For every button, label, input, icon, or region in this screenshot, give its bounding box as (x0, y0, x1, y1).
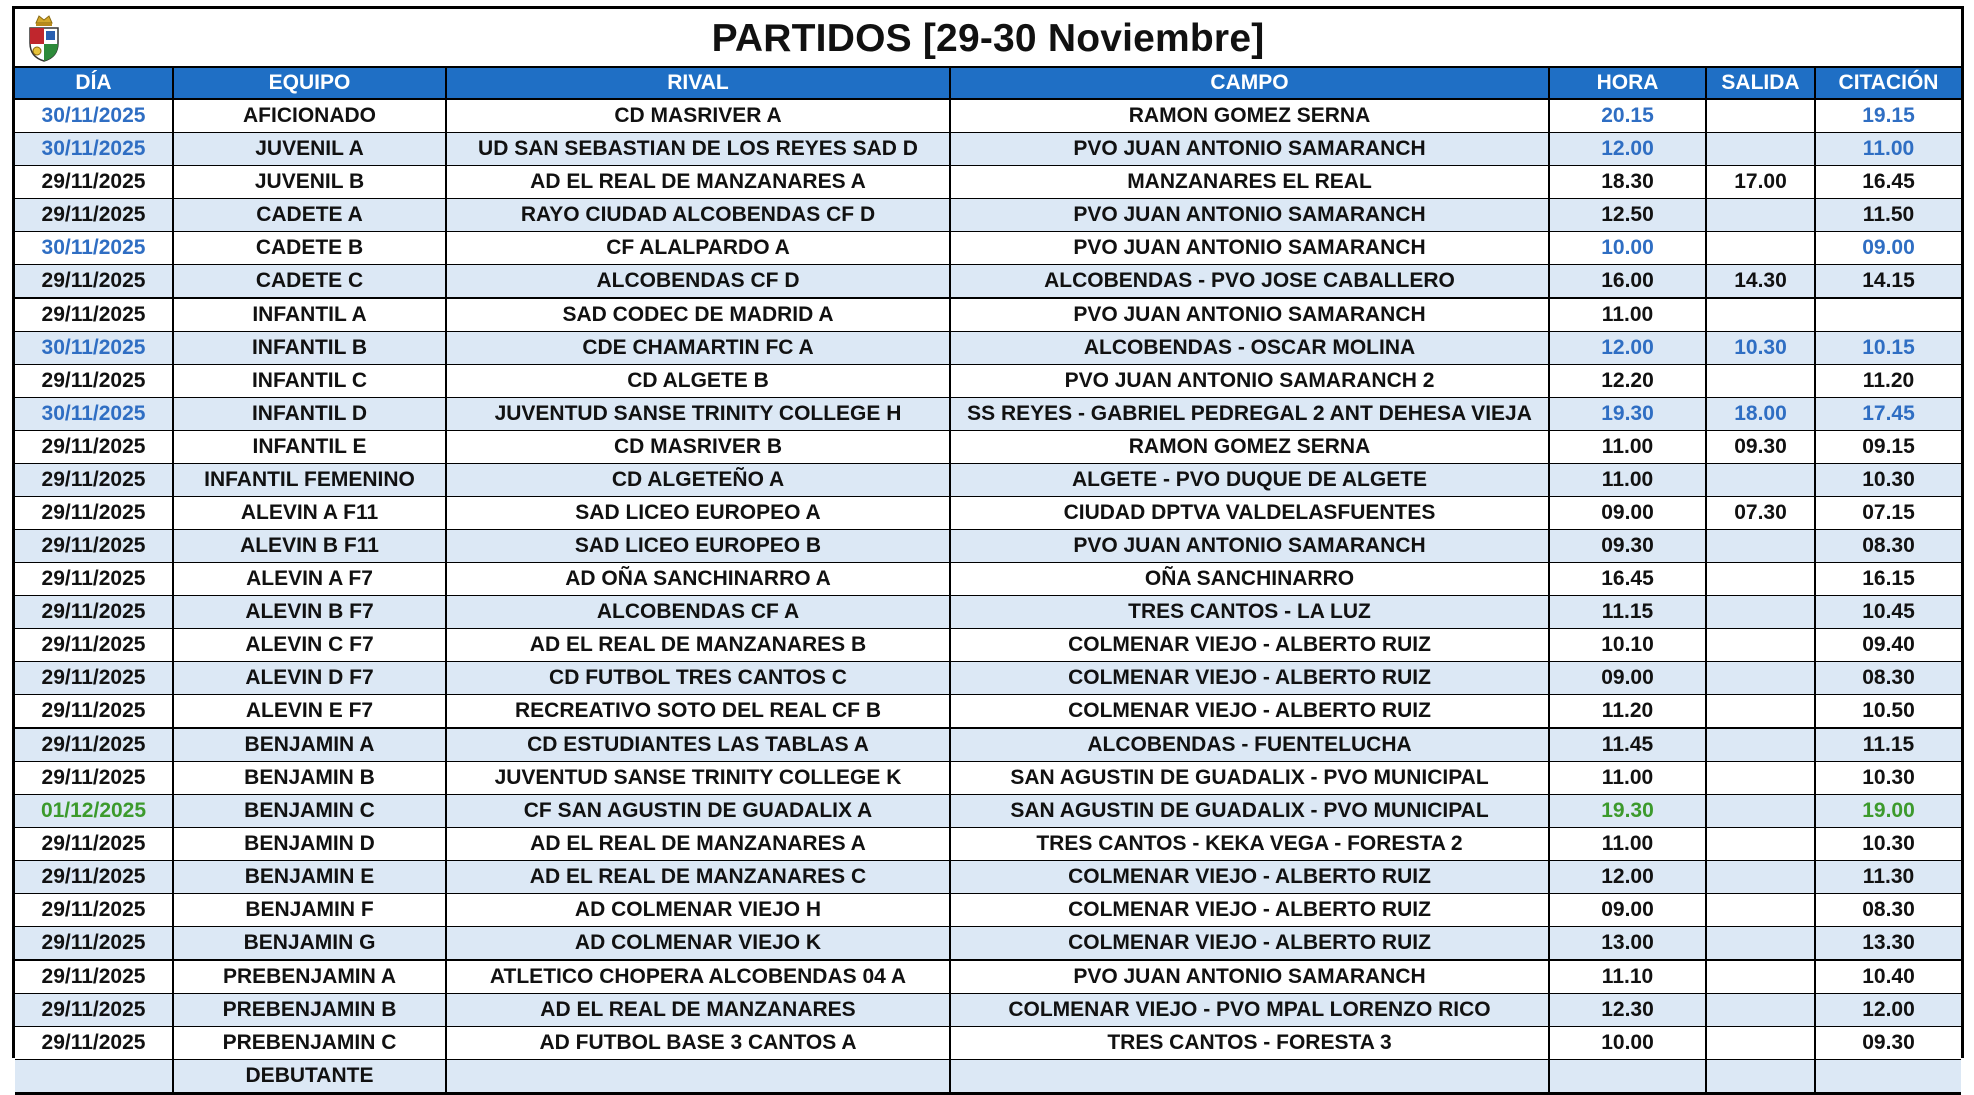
cell-campo: PVO JUAN ANTONIO SAMARANCH (950, 298, 1549, 332)
cell-equipo: INFANTIL E (173, 431, 446, 464)
cell-campo: SAN AGUSTIN DE GUADALIX - PVO MUNICIPAL (950, 795, 1549, 828)
cell-rival: ALCOBENDAS CF A (446, 596, 950, 629)
cell-citacion: 08.30 (1815, 662, 1961, 695)
cell-campo: RAMON GOMEZ SERNA (950, 431, 1549, 464)
cell-citacion: 08.30 (1815, 530, 1961, 563)
table-row (15, 629, 1961, 662)
table-row (15, 927, 1961, 961)
cell-equipo: PREBENJAMIN C (173, 1027, 446, 1060)
cell-salida (1706, 894, 1815, 927)
cell-citacion (1815, 1060, 1961, 1094)
cell-hora: 10.00 (1549, 1027, 1706, 1060)
cell-hora: 10.00 (1549, 232, 1706, 265)
cell-campo: COLMENAR VIEJO - ALBERTO RUIZ (950, 662, 1549, 695)
cell-citacion: 10.45 (1815, 596, 1961, 629)
table-row (15, 464, 1961, 497)
table-row (15, 861, 1961, 894)
cell-rival: CD ALGETE B (446, 365, 950, 398)
cell-salida (1706, 927, 1815, 961)
cell-hora: 18.30 (1549, 166, 1706, 199)
cell-salida: 10.30 (1706, 332, 1815, 365)
cell-campo: ALCOBENDAS - FUENTELUCHA (950, 728, 1549, 762)
cell-campo: PVO JUAN ANTONIO SAMARANCH (950, 133, 1549, 166)
table-row (15, 232, 1961, 265)
cell-equipo: ALEVIN B F11 (173, 530, 446, 563)
cell-citacion: 19.15 (1815, 99, 1961, 133)
cell-rival: AD COLMENAR VIEJO K (446, 927, 950, 961)
cell-dia: 29/11/2025 (15, 166, 173, 199)
cell-rival: CDE CHAMARTIN FC A (446, 332, 950, 365)
cell-rival: CD MASRIVER A (446, 99, 950, 133)
table-row (15, 166, 1961, 199)
cell-citacion: 09.15 (1815, 431, 1961, 464)
cell-citacion: 10.40 (1815, 960, 1961, 994)
cell-salida (1706, 232, 1815, 265)
cell-dia: 29/11/2025 (15, 1027, 173, 1060)
cell-salida: 07.30 (1706, 497, 1815, 530)
schedule-sheet (12, 6, 1964, 1087)
cell-citacion: 09.00 (1815, 232, 1961, 265)
cell-salida (1706, 795, 1815, 828)
cell-campo: COLMENAR VIEJO - ALBERTO RUIZ (950, 629, 1549, 662)
cell-dia: 29/11/2025 (15, 762, 173, 795)
table-row (15, 828, 1961, 861)
cell-equipo: BENJAMIN F (173, 894, 446, 927)
cell-rival: RAYO CIUDAD ALCOBENDAS CF D (446, 199, 950, 232)
cell-dia: 29/11/2025 (15, 629, 173, 662)
cell-salida (1706, 728, 1815, 762)
cell-citacion: 13.30 (1815, 927, 1961, 961)
cell-dia: 29/11/2025 (15, 894, 173, 927)
cell-hora: 12.00 (1549, 133, 1706, 166)
cell-salida (1706, 629, 1815, 662)
cell-dia: 29/11/2025 (15, 497, 173, 530)
cell-salida (1706, 199, 1815, 232)
table-row (15, 662, 1961, 695)
table-row (15, 728, 1961, 762)
cell-rival: CD ALGETEÑO A (446, 464, 950, 497)
cell-dia: 29/11/2025 (15, 927, 173, 961)
cell-salida: 14.30 (1706, 265, 1815, 299)
cell-hora: 20.15 (1549, 99, 1706, 133)
cell-hora: 11.20 (1549, 695, 1706, 729)
cell-citacion: 14.15 (1815, 265, 1961, 299)
cell-salida (1706, 133, 1815, 166)
cell-dia (15, 1060, 173, 1094)
cell-citacion: 09.40 (1815, 629, 1961, 662)
cell-campo: OÑA SANCHINARRO (950, 563, 1549, 596)
cell-equipo: JUVENIL B (173, 166, 446, 199)
cell-hora: 11.00 (1549, 298, 1706, 332)
table-row (15, 960, 1961, 994)
cell-hora: 19.30 (1549, 398, 1706, 431)
cell-rival: CF SAN AGUSTIN DE GUADALIX A (446, 795, 950, 828)
header-dia: DÍA (15, 68, 173, 99)
cell-rival: AD FUTBOL BASE 3 CANTOS A (446, 1027, 950, 1060)
cell-salida: 17.00 (1706, 166, 1815, 199)
cell-citacion: 10.30 (1815, 464, 1961, 497)
cell-equipo: ALEVIN E F7 (173, 695, 446, 729)
cell-equipo: CADETE B (173, 232, 446, 265)
cell-campo: PVO JUAN ANTONIO SAMARANCH 2 (950, 365, 1549, 398)
cell-salida (1706, 861, 1815, 894)
cell-citacion: 11.00 (1815, 133, 1961, 166)
cell-hora: 12.00 (1549, 861, 1706, 894)
cell-rival: AD EL REAL DE MANZANARES A (446, 828, 950, 861)
cell-campo: RAMON GOMEZ SERNA (950, 99, 1549, 133)
cell-rival: ATLETICO CHOPERA ALCOBENDAS 04 A (446, 960, 950, 994)
cell-salida (1706, 695, 1815, 729)
cell-rival: AD EL REAL DE MANZANARES C (446, 861, 950, 894)
cell-rival: AD EL REAL DE MANZANARES (446, 994, 950, 1027)
cell-dia: 29/11/2025 (15, 828, 173, 861)
header-rival: RIVAL (446, 68, 950, 99)
cell-campo: PVO JUAN ANTONIO SAMARANCH (950, 960, 1549, 994)
cell-equipo: BENJAMIN C (173, 795, 446, 828)
cell-dia: 30/11/2025 (15, 398, 173, 431)
cell-salida (1706, 298, 1815, 332)
cell-citacion: 10.30 (1815, 828, 1961, 861)
cell-citacion: 10.15 (1815, 332, 1961, 365)
cell-rival: CD MASRIVER B (446, 431, 950, 464)
cell-dia: 29/11/2025 (15, 265, 173, 299)
cell-equipo: ALEVIN B F7 (173, 596, 446, 629)
cell-hora: 12.30 (1549, 994, 1706, 1027)
cell-dia: 29/11/2025 (15, 431, 173, 464)
cell-rival: AD EL REAL DE MANZANARES B (446, 629, 950, 662)
cell-equipo: CADETE A (173, 199, 446, 232)
cell-campo: PVO JUAN ANTONIO SAMARANCH (950, 232, 1549, 265)
table-row (15, 762, 1961, 795)
cell-hora: 09.30 (1549, 530, 1706, 563)
table-row (15, 695, 1961, 729)
cell-salida (1706, 99, 1815, 133)
cell-salida (1706, 365, 1815, 398)
cell-campo: COLMENAR VIEJO - ALBERTO RUIZ (950, 695, 1549, 729)
cell-hora: 09.00 (1549, 662, 1706, 695)
cell-dia: 29/11/2025 (15, 662, 173, 695)
cell-equipo: ALEVIN A F11 (173, 497, 446, 530)
cell-citacion: 11.20 (1815, 365, 1961, 398)
cell-campo: TRES CANTOS - LA LUZ (950, 596, 1549, 629)
cell-equipo: ALEVIN C F7 (173, 629, 446, 662)
cell-salida (1706, 662, 1815, 695)
table-row (15, 199, 1961, 232)
cell-campo: COLMENAR VIEJO - ALBERTO RUIZ (950, 894, 1549, 927)
cell-campo: TRES CANTOS - FORESTA 3 (950, 1027, 1549, 1060)
cell-hora: 11.45 (1549, 728, 1706, 762)
cell-rival: SAD CODEC DE MADRID A (446, 298, 950, 332)
cell-equipo: INFANTIL A (173, 298, 446, 332)
table-row (15, 133, 1961, 166)
cell-equipo: DEBUTANTE (173, 1060, 446, 1094)
cell-dia: 29/11/2025 (15, 464, 173, 497)
cell-equipo: JUVENIL A (173, 133, 446, 166)
cell-hora: 12.20 (1549, 365, 1706, 398)
cell-salida: 09.30 (1706, 431, 1815, 464)
title-bar (15, 9, 1961, 68)
cell-equipo: AFICIONADO (173, 99, 446, 133)
cell-hora: 11.10 (1549, 960, 1706, 994)
cell-rival: CD ESTUDIANTES LAS TABLAS A (446, 728, 950, 762)
cell-equipo: PREBENJAMIN B (173, 994, 446, 1027)
table-row (15, 894, 1961, 927)
cell-equipo: INFANTIL C (173, 365, 446, 398)
header-campo: CAMPO (950, 68, 1549, 99)
cell-equipo: BENJAMIN G (173, 927, 446, 961)
cell-rival: UD SAN SEBASTIAN DE LOS REYES SAD D (446, 133, 950, 166)
cell-equipo: BENJAMIN B (173, 762, 446, 795)
cell-citacion: 09.30 (1815, 1027, 1961, 1060)
header-salida: SALIDA (1706, 68, 1815, 99)
cell-dia: 29/11/2025 (15, 695, 173, 729)
cell-hora: 19.30 (1549, 795, 1706, 828)
cell-equipo: ALEVIN A F7 (173, 563, 446, 596)
cell-hora: 16.00 (1549, 265, 1706, 299)
cell-salida: 18.00 (1706, 398, 1815, 431)
cell-hora: 11.00 (1549, 828, 1706, 861)
cell-hora: 09.00 (1549, 497, 1706, 530)
table-row (15, 1027, 1961, 1060)
cell-salida (1706, 960, 1815, 994)
cell-hora: 16.45 (1549, 563, 1706, 596)
cell-dia: 29/11/2025 (15, 728, 173, 762)
cell-salida (1706, 1060, 1815, 1094)
cell-dia: 29/11/2025 (15, 530, 173, 563)
cell-equipo: BENJAMIN E (173, 861, 446, 894)
cell-salida (1706, 530, 1815, 563)
table-row (15, 596, 1961, 629)
table-row (15, 265, 1961, 299)
cell-rival: RECREATIVO SOTO DEL REAL CF B (446, 695, 950, 729)
cell-citacion: 10.30 (1815, 762, 1961, 795)
cell-citacion: 10.50 (1815, 695, 1961, 729)
cell-campo: SS REYES - GABRIEL PEDREGAL 2 ANT DEHESA VIEJA (950, 398, 1549, 431)
cell-dia: 29/11/2025 (15, 596, 173, 629)
cell-rival: ALCOBENDAS CF D (446, 265, 950, 299)
cell-equipo: BENJAMIN D (173, 828, 446, 861)
cell-campo: ALCOBENDAS - PVO JOSE CABALLERO (950, 265, 1549, 299)
cell-hora: 13.00 (1549, 927, 1706, 961)
cell-equipo: INFANTIL B (173, 332, 446, 365)
table-row (15, 530, 1961, 563)
cell-campo: SAN AGUSTIN DE GUADALIX - PVO MUNICIPAL (950, 762, 1549, 795)
cell-campo: COLMENAR VIEJO - ALBERTO RUIZ (950, 861, 1549, 894)
cell-salida (1706, 994, 1815, 1027)
cell-salida (1706, 1027, 1815, 1060)
cell-equipo: PREBENJAMIN A (173, 960, 446, 994)
cell-rival: CF ALALPARDO A (446, 232, 950, 265)
table-row (15, 1060, 1961, 1094)
cell-dia: 30/11/2025 (15, 332, 173, 365)
table-row (15, 994, 1961, 1027)
cell-equipo: INFANTIL FEMENINO (173, 464, 446, 497)
table-header-row (15, 68, 1961, 99)
cell-dia: 30/11/2025 (15, 133, 173, 166)
cell-citacion: 17.45 (1815, 398, 1961, 431)
cell-dia: 30/11/2025 (15, 232, 173, 265)
cell-dia: 01/12/2025 (15, 795, 173, 828)
cell-dia: 29/11/2025 (15, 861, 173, 894)
cell-rival: SAD LICEO EUROPEO B (446, 530, 950, 563)
table-row (15, 398, 1961, 431)
cell-citacion: 07.15 (1815, 497, 1961, 530)
cell-campo: ALCOBENDAS - OSCAR MOLINA (950, 332, 1549, 365)
cell-rival: CD FUTBOL TRES CANTOS C (446, 662, 950, 695)
cell-campo: COLMENAR VIEJO - ALBERTO RUIZ (950, 927, 1549, 961)
table-row (15, 431, 1961, 464)
header-citacion: CITACIÓN (1815, 68, 1961, 99)
cell-hora: 11.00 (1549, 431, 1706, 464)
cell-equipo: INFANTIL D (173, 398, 446, 431)
cell-campo: ALGETE - PVO DUQUE DE ALGETE (950, 464, 1549, 497)
cell-hora: 11.15 (1549, 596, 1706, 629)
cell-citacion: 11.15 (1815, 728, 1961, 762)
table-body (15, 99, 1961, 1094)
cell-hora: 09.00 (1549, 894, 1706, 927)
table-row (15, 365, 1961, 398)
cell-hora: 11.00 (1549, 762, 1706, 795)
cell-salida (1706, 596, 1815, 629)
cell-salida (1706, 563, 1815, 596)
cell-hora: 11.00 (1549, 464, 1706, 497)
cell-campo: MANZANARES EL REAL (950, 166, 1549, 199)
table-row (15, 99, 1961, 133)
cell-salida (1706, 762, 1815, 795)
cell-rival: AD COLMENAR VIEJO H (446, 894, 950, 927)
header-hora: HORA (1549, 68, 1706, 99)
page-title: PARTIDOS [29-30 Noviembre] (711, 17, 1265, 60)
cell-campo: CIUDAD DPTVA VALDELASFUENTES (950, 497, 1549, 530)
cell-hora: 12.50 (1549, 199, 1706, 232)
cell-citacion: 16.45 (1815, 166, 1961, 199)
cell-hora: 12.00 (1549, 332, 1706, 365)
cell-campo (950, 1060, 1549, 1094)
cell-citacion (1815, 298, 1961, 332)
cell-salida (1706, 464, 1815, 497)
table-row (15, 497, 1961, 530)
cell-rival (446, 1060, 950, 1094)
cell-campo: PVO JUAN ANTONIO SAMARANCH (950, 199, 1549, 232)
cell-rival: JUVENTUD SANSE TRINITY COLLEGE H (446, 398, 950, 431)
cell-campo: COLMENAR VIEJO - PVO MPAL LORENZO RICO (950, 994, 1549, 1027)
table-row (15, 298, 1961, 332)
cell-citacion: 11.50 (1815, 199, 1961, 232)
cell-hora: 10.10 (1549, 629, 1706, 662)
cell-rival: JUVENTUD SANSE TRINITY COLLEGE K (446, 762, 950, 795)
cell-citacion: 16.15 (1815, 563, 1961, 596)
cell-hora (1549, 1060, 1706, 1094)
cell-citacion: 19.00 (1815, 795, 1961, 828)
cell-citacion: 12.00 (1815, 994, 1961, 1027)
table-row (15, 795, 1961, 828)
cell-rival: AD EL REAL DE MANZANARES A (446, 166, 950, 199)
cell-equipo: CADETE C (173, 265, 446, 299)
cell-dia: 29/11/2025 (15, 298, 173, 332)
cell-dia: 29/11/2025 (15, 199, 173, 232)
cell-dia: 29/11/2025 (15, 960, 173, 994)
cell-salida (1706, 828, 1815, 861)
cell-campo: TRES CANTOS - KEKA VEGA - FORESTA 2 (950, 828, 1549, 861)
cell-equipo: BENJAMIN A (173, 728, 446, 762)
matches-table (15, 68, 1961, 1095)
cell-rival: AD OÑA SANCHINARRO A (446, 563, 950, 596)
cell-dia: 29/11/2025 (15, 994, 173, 1027)
cell-dia: 29/11/2025 (15, 563, 173, 596)
cell-citacion: 11.30 (1815, 861, 1961, 894)
cell-campo: PVO JUAN ANTONIO SAMARANCH (950, 530, 1549, 563)
cell-equipo: ALEVIN D F7 (173, 662, 446, 695)
header-equipo: EQUIPO (173, 68, 446, 99)
cell-rival: SAD LICEO EUROPEO A (446, 497, 950, 530)
cell-dia: 29/11/2025 (15, 365, 173, 398)
table-row (15, 332, 1961, 365)
cell-citacion: 08.30 (1815, 894, 1961, 927)
table-row (15, 563, 1961, 596)
cell-dia: 30/11/2025 (15, 99, 173, 133)
